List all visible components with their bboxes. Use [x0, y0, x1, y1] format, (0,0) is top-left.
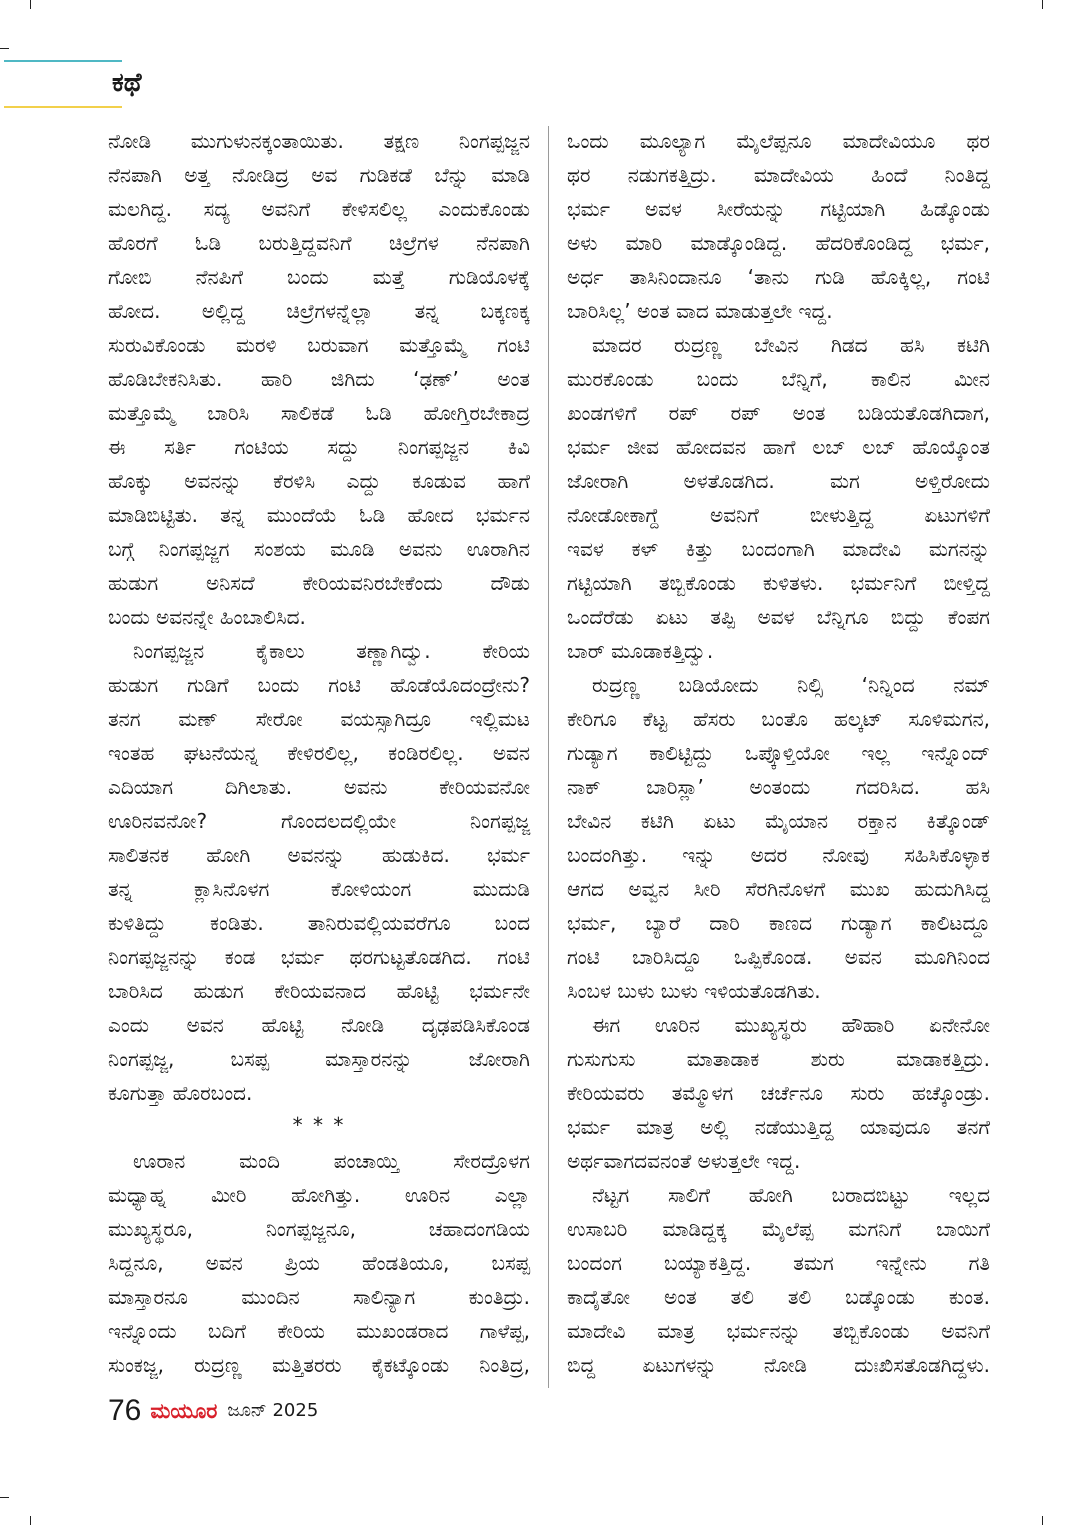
text-line: ಬೇವಿನ ಕಟಿಗಿ ಏಟು ಮೈಯಾನ ರಕ್ತಾನ ಕಿತ್ಕೊಂಡ್ — [567, 809, 990, 833]
text-line: ಗೋಬಿ ನೆನಪಿಗೆ ಬಂದು ಮತ್ತೆ ಗುಡಿಯೊಳಕ್ಕೆ — [108, 265, 530, 289]
text-line: ಸಾಲಿತನಕ ಹೋಗಿ ಅವನನ್ನು ಹುಡುಕಿದ. ಭರ್ಮ — [108, 843, 530, 867]
text-line: ಗುಡ್ಯಾಗ ಕಾಲಿಟ್ಟಿದ್ದು ಒಪ್ಕೊಳ್ತಿಯೋ ಇಲ್ಲ ಇನ್ನೊಂದ್ — [567, 741, 990, 765]
text-line: ಕೇರಿಯವರು ತಮ್ಮೊಳಗ ಚರ್ಚೆನೂ ಸುರು ಹಚ್ಕೊಂಡ್ರು. — [567, 1081, 990, 1105]
text-line: ನಾಕ್ ಬಾರಿಸ್ಲಾ’ ಅಂತಂದು ಗದರಿಸಿದ. ಹಸಿ — [567, 775, 990, 799]
text-line: ಮಾಸ್ತಾರನೂ ಮುಂದಿನ ಸಾಲಿನ್ಯಾಗ ಕುಂತಿದ್ರು. — [108, 1285, 530, 1309]
text-line: ತನಗ ಮಣ್ ಸೇರೋ ವಯಸ್ಸಾಗಿದ್ರೂ ಇಲ್ಲಿಮಟ — [108, 707, 530, 731]
text-line: ಗುಸುಗುಸು ಮಾತಾಡಾಕ ಶುರು ಮಾಡಾಕತ್ತಿದ್ರು. — [567, 1047, 990, 1071]
text-line: ಬಂದಂಗಿತ್ತು. ಇನ್ನು ಅದರ ನೋವು ಸಹಿಸಿಕೊಳ್ಳಾಕ — [567, 843, 990, 867]
text-line: ಎದಿಯಾಗ ದಿಗಿಲಾತು. ಅವನು ಕೇರಿಯವನೋ — [108, 775, 530, 799]
text-line: ಮುರಕೊಂಡು ಬಂದು ಬೆನ್ನಿಗೆ, ಕಾಲಿನ ಮೀನ — [567, 367, 990, 391]
text-line: ಕೂಗುತ್ತಾ ಹೊರಬಂದ. — [108, 1081, 253, 1105]
text-line: ಒಂದು ಮೂಲ್ಯಾಗ ಮೈಲೆಪ್ಪನೂ ಮಾದೇವಿಯೂ ಥರ — [567, 129, 990, 153]
left-column — [108, 124, 530, 1382]
text-line: ತನ್ನ ಕ್ಲಾಸಿನೊಳಗ ಕೋಳಿಯಂಗ ಮುದುಡಿ — [108, 877, 530, 901]
text-line: ಬಂದು ಅವನನ್ನೇ ಹಿಂಬಾಲಿಸಿದ. — [108, 605, 306, 629]
crop-mark — [30, 1516, 31, 1525]
text-line: ಮಲಗಿದ್ದ. ಸದ್ಯ ಅವನಿಗೆ ಕೇಳಿಸಲಿಲ್ಲ ಎಂದುಕೊಂಡು — [108, 197, 530, 221]
crop-mark — [1042, 0, 1043, 9]
text-line: ಒಂದೆರೆಡು ಏಟು ತಪ್ಪಿ ಅವಳ ಬೆನ್ನಿಗೂ ಬಿದ್ದು ಕೆಂಪಗ — [567, 605, 990, 629]
text-line: ಈ ಸರ್ತಿ ಗಂಟಿಯ ಸದ್ದು ನಿಂಗಪ್ಪಜ್ಜನ ಕಿವಿ — [108, 435, 530, 459]
crop-mark — [30, 0, 31, 9]
text-line: ಇನ್ನೊಂದು ಬದಿಗೆ ಕೇರಿಯ ಮುಖಂಡರಾದ ಗಾಳೆಪ್ಪ, — [108, 1319, 530, 1343]
text-line: ಥರ ನಡುಗಕತ್ತಿದ್ರು. ಮಾದೇವಿಯ ಹಿಂದೆ ನಿಂತಿದ್ದ — [567, 163, 990, 187]
text-line: ಸುರುವಿಕೊಂಡು ಮರಳಿ ಬರುವಾಗ ಮತ್ತೊಮ್ಮೆ ಗಂಟಿ — [108, 333, 530, 357]
issue-date: ಜೂನ್ 2025 — [227, 1400, 319, 1421]
text-line: ಮತ್ತೊಮ್ಮೆ ಬಾರಿಸಿ ಸಾಲಿಕಡೆ ಓಡಿ ಹೋಗ್ತಿರಬೇಕಾದ್ರ — [108, 401, 530, 425]
text-line: ಸಿದ್ದನೂ, ಅವನ ಪ್ರಿಯ ಹೆಂಡತಿಯೂ, ಬಸಪ್ಪ — [108, 1251, 530, 1275]
magazine-logo: ಮಯೂರ — [150, 1399, 218, 1423]
text-line: ಮಾದೇವಿ ಮಾತ್ರ ಭರ್ಮನನ್ನು ತಬ್ಬಿಕೊಂಡು ಅವನಿಗೆ — [567, 1319, 990, 1343]
text-line: ಬಿದ್ದ ಏಟುಗಳನ್ನು ನೋಡಿ ದುಃಖಿಸತೊಡಗಿದ್ದಳು. — [567, 1353, 990, 1377]
text-line: ಬಾರ್ ಮೂಡಾಕತ್ತಿದ್ವು. — [567, 639, 714, 663]
text-line: ಊರಾನ ಮಂದಿ ಪಂಚಾಯ್ತಿ ಸೇರದ್ರೊಳಗ — [133, 1149, 530, 1173]
paragraph — [108, 1144, 530, 1382]
text-line: ಊರಿನವನೋ? ಗೊಂದಲದಲ್ಲಿಯೇ ನಿಂಗಪ್ಪಜ್ಜ — [108, 809, 530, 833]
text-line: ಸುಂಕಜ್ಜ, ರುದ್ರಣ್ಣ ಮತ್ತಿತರರು ಕೈಕಟ್ಕೊಂಡು ನಿಂತಿದ್ರ, — [108, 1353, 530, 1377]
text-line: ನಿಂಗಪ್ಪಜ್ಜನನ್ನು ಕಂಡ ಭರ್ಮ ಥರಗುಟ್ಟತೊಡಗಿದ. ಗಂಟಿ — [108, 945, 530, 969]
text-line: ನಿಂಗಪ್ಪಜ್ಜ, ಬಸಪ್ಪ ಮಾಸ್ತಾರನನ್ನು ಜೋರಾಗಿ — [108, 1047, 530, 1071]
text-line: ಹೋದ. ಅಲ್ಲಿದ್ದ ಚಿಲ್ರೆಗಳನ್ನೆಲ್ಲಾ ತನ್ನ ಬಕ್ಕಣಕ್ಕ — [108, 299, 530, 323]
text-line: ಗಂಟಿ ಬಾರಿಸಿದ್ದೂ ಒಪ್ಪಿಕೊಂಡ. ಅವನ ಮೂಗಿನಿಂದ — [567, 945, 990, 969]
text-line: ಕುಳಿತಿದ್ದು ಕಂಡಿತು. ತಾನಿರುವಲ್ಲಿಯವರೆಗೂ ಬಂದ — [108, 911, 530, 935]
crop-mark — [0, 1497, 9, 1498]
header-rule-top — [4, 60, 122, 62]
paragraph — [567, 668, 990, 1008]
paragraph — [108, 634, 530, 1110]
text-line: ಭರ್ಮ ಅವಳ ಸೀರೆಯನ್ನು ಗಟ್ಟಿಯಾಗಿ ಹಿಡ್ಕೊಂಡು — [567, 197, 990, 221]
text-line: ಅರ್ಧ ತಾಸಿನಿಂದಾನೂ ‘ತಾನು ಗುಡಿ ಹೊಕ್ಕಿಲ್ಲ, ಗಂಟಿ — [567, 265, 990, 289]
text-line: ಇಂತಹ ಘಟನೆಯನ್ನ ಕೇಳಿರಲಿಲ್ಲ, ಕಂಡಿರಲಿಲ್ಲ. ಅವನ — [108, 741, 530, 765]
text-line: ಆಗದ ಅವ್ವನ ಸೀರಿ ಸೆರಗಿನೊಳಗೆ ಮುಖ ಹುದುಗಿಸಿದ್ದ — [567, 877, 990, 901]
text-line: ಈಗ ಊರಿನ ಮುಖ್ಯಸ್ಥರು ಹೌಹಾರಿ ಏನೇನೋ — [592, 1013, 990, 1037]
text-line: ಭರ್ಮ ಮಾತ್ರ ಅಲ್ಲಿ ನಡೆಯುತ್ತಿದ್ದ ಯಾವುದೂ ತನಗೆ — [567, 1115, 990, 1139]
column-divider — [548, 126, 549, 1388]
text-line: ಎಂದು ಅವನ ಹೊಟ್ಟಿ ನೋಡಿ ದೃಢಪಡಿಸಿಕೊಂಡ — [108, 1013, 530, 1037]
paragraph — [108, 124, 530, 634]
text-line: ಸಿಂಬಳ ಬುಳು ಬುಳು ಇಳಿಯತೊಡಗಿತು. — [567, 979, 821, 1003]
section-separator: * * * — [292, 1113, 346, 1137]
text-line: ನೆಟ್ಟಗ ಸಾಲಿಗೆ ಹೋಗಿ ಬರಾದಬಿಟ್ಟು ಇಲ್ಲದ — [592, 1183, 990, 1207]
section-label: ಕಥೆ — [112, 68, 142, 98]
page-footer — [108, 1392, 318, 1430]
text-line: ನೋಡೋಕಾಗ್ದೆ ಅವನಿಗೆ ಬೀಳುತ್ತಿದ್ದ ಏಟುಗಳಿಗೆ — [567, 503, 990, 527]
right-column — [567, 124, 990, 1382]
text-line: ಕಾದೈತೋ ಅಂತ ತಲಿ ತಲಿ ಬಡ್ಕೊಂಡು ಕುಂತ. — [567, 1285, 990, 1309]
crop-mark — [1042, 1516, 1043, 1525]
text-line: ಮಾಡಿಬಿಟ್ಟಿತು. ತನ್ನ ಮುಂದೆಯೆ ಓಡಿ ಹೋದ ಭರ್ಮನ — [108, 503, 530, 527]
text-line: ಉಸಾಬರಿ ಮಾಡಿದ್ದಕ್ಕ ಮೈಲೆಪ್ಪ ಮಗನಿಗೆ ಬಾಯಿಗೆ — [567, 1217, 990, 1241]
text-line: ಅಳು ಮಾರಿ ಮಾಡ್ಕೊಂಡಿದ್ದ. ಹೆದರಿಕೊಂಡಿದ್ದ ಭರ್ಮ, — [567, 231, 990, 255]
text-line: ಬಾರಿಸಿದ ಹುಡುಗ ಕೇರಿಯವನಾದ ಹೊಟ್ಟಿ ಭರ್ಮನೇ — [108, 979, 530, 1003]
text-line: ಹುಡುಗ ಗುಡಿಗೆ ಬಂದು ಗಂಟಿ ಹೊಡೆಯೊದಂದ್ರೇನು? — [108, 673, 530, 697]
text-line: ಬಂದಂಗ ಬಯ್ಯಾಕತ್ತಿದ್ದ. ತಮಗ ಇನ್ನೇನು ಗತಿ — [567, 1251, 990, 1275]
text-line: ಮಾದರ ರುದ್ರಣ್ಣ ಬೇವಿನ ಗಿಡದ ಹಸಿ ಕಟಿಗಿ — [592, 333, 990, 357]
crop-mark — [0, 48, 9, 49]
paragraph — [567, 328, 990, 668]
paragraph — [567, 1178, 990, 1382]
paragraph — [567, 124, 990, 328]
text-line: ಅರ್ಥವಾಗದವನಂತೆ ಅಳುತ್ತಲೇ ಇದ್ದ. — [567, 1149, 801, 1173]
page-number: 76 — [108, 1394, 142, 1427]
text-line: ನೆನಪಾಗಿ ಅತ್ತ ನೋಡಿದ್ರ ಅವ ಗುಡಿಕಡೆ ಬೆನ್ನು ಮಾಡಿ — [108, 163, 530, 187]
text-line: ಗಟ್ಟಿಯಾಗಿ ತಬ್ಬಿಕೊಂಡು ಕುಳಿತಳು. ಭರ್ಮನಿಗೆ ಬೀಳ್ತಿದ್ದ — [567, 571, 990, 595]
text-line: ಹುಡುಗ ಅನಿಸದೆ ಕೇರಿಯವನಿರಬೇಕೆಂದು ದೌಡು — [108, 571, 530, 595]
text-line: ಮುಖ್ಯಸ್ಥರೂ, ನಿಂಗಪ್ಪಜ್ಜನೂ, ಚಹಾದಂಗಡಿಯ — [108, 1217, 530, 1241]
text-line: ನಿಂಗಪ್ಪಜ್ಜನ ಕೈಕಾಲು ತಣ್ಣಾಗಿದ್ವು. ಕೇರಿಯ — [133, 639, 530, 663]
text-line: ಭರ್ಮ ಜೀವ ಹೋದವನ ಹಾಗೆ ಲಬ್ ಲಬ್ ಹೊಯ್ಕೊಂತ — [567, 435, 990, 459]
text-line: ಹೊರಗೆ ಓಡಿ ಬರುತ್ತಿದ್ದವನಿಗೆ ಚಿಲ್ರೆಗಳ ನೆನಪಾಗಿ — [108, 231, 530, 255]
text-line: ಜೋರಾಗಿ ಅಳತೊಡಗಿದ. ಮಗ ಅಳ್ತಿರೋದು — [567, 469, 990, 493]
header-rule-bottom — [4, 106, 122, 108]
text-line: ಮಧ್ಯಾಹ್ನ ಮೀರಿ ಹೋಗಿತ್ತು. ಊರಿನ ಎಲ್ಲಾ — [108, 1183, 530, 1207]
text-line: ಹೊಡಿಬೇಕನಿಸಿತು. ಹಾರಿ ಜಿಗಿದು ‘ಢಣ್’ ಅಂತ — [108, 367, 530, 391]
text-line: ಭರ್ಮ, ಬ್ಯಾರೆ ದಾರಿ ಕಾಣದ ಗುಡ್ಯಾಗ ಕಾಲಿಟದ್ದೂ — [567, 911, 990, 935]
paragraph — [567, 1008, 990, 1178]
text-line: ಹೊಕ್ಕು ಅವನನ್ನು ಕೆರಳಿಸಿ ಎದ್ದು ಕೂಡುವ ಹಾಗೆ — [108, 469, 530, 493]
text-line: ಇವಳ ಕಳ್ ಕಿತ್ತು ಬಂದಂಗಾಗಿ ಮಾದೇವಿ ಮಗನನ್ನು — [567, 537, 990, 561]
text-line: ನೋಡಿ ಮುಗುಳುನಕ್ಕಂತಾಯಿತು. ತಕ್ಷಣ ನಿಂಗಪ್ಪಜ್ಜನ — [108, 129, 530, 153]
text-line: ಕೇರಿಗೂ ಕೆಟ್ಟ ಹೆಸರು ಬಂತೊ ಹಲ್ಕಟ್ ಸೂಳಿಮಗನ, — [567, 707, 990, 731]
text-line: ಬಾರಿಸಿಲ್ಲ’ ಅಂತ ವಾದ ಮಾಡುತ್ತಲೇ ಇದ್ದ. — [567, 299, 833, 323]
text-line: ಖಂಡಗಳಿಗೆ ರಪ್ ರಪ್ ಅಂತ ಬಡಿಯತೊಡಗಿದಾಗ, — [567, 401, 990, 425]
text-line: ಬಗ್ಗೆ ನಿಂಗಪ್ಪಜ್ಜಗ ಸಂಶಯ ಮೂಡಿ ಅವನು ಊರಾಗಿನ — [108, 537, 530, 561]
text-line: ರುದ್ರಣ್ಣ ಬಡಿಯೋದು ನಿಲ್ಸಿ ‘ನಿನ್ನಿಂದ ನಮ್ — [592, 673, 990, 697]
